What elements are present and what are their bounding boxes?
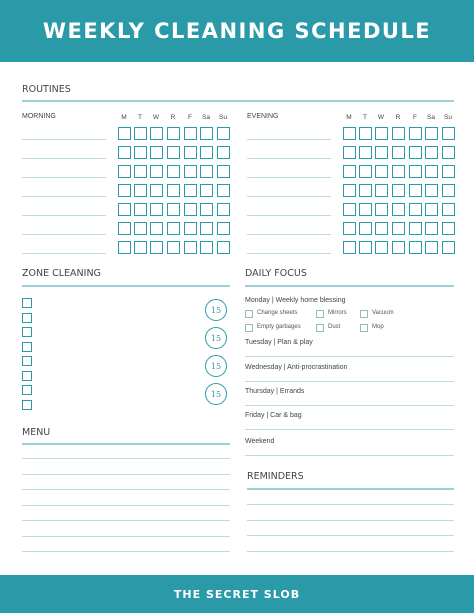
evening-day-checkbox[interactable]: [409, 222, 422, 235]
day-header-morning: M: [121, 114, 127, 121]
morning-day-checkbox[interactable]: [150, 165, 163, 178]
task-label-empty-garbages: Empty garbages: [257, 324, 301, 330]
zone-checkbox[interactable]: [22, 385, 32, 395]
morning-day-checkbox[interactable]: [150, 222, 163, 235]
footer-banner: [0, 575, 474, 613]
morning-day-checkbox[interactable]: [200, 127, 213, 140]
zone-cleaning-title: ZONE CLEANING: [22, 268, 101, 279]
evening-routine-line: [247, 253, 331, 254]
evening-day-checkbox[interactable]: [425, 222, 438, 235]
task-checkbox-change-sheets[interactable]: [245, 310, 253, 318]
reminder-line: [247, 520, 454, 521]
evening-day-checkbox[interactable]: [409, 127, 422, 140]
evening-day-checkbox[interactable]: [392, 222, 405, 235]
morning-day-checkbox[interactable]: [167, 222, 180, 235]
routines-title: ROUTINES: [22, 84, 71, 95]
morning-day-checkbox[interactable]: [134, 165, 147, 178]
evening-day-checkbox[interactable]: [375, 203, 388, 216]
evening-routine-line: [247, 215, 331, 216]
day-header-morning: T: [138, 114, 142, 121]
morning-day-checkbox[interactable]: [200, 146, 213, 159]
day-header-evening: R: [395, 114, 401, 121]
task-label-dust: Dust: [328, 324, 341, 330]
evening-day-checkbox[interactable]: [425, 165, 438, 178]
timer-15-icon: 15: [205, 327, 227, 349]
day-header-evening: Sa: [427, 114, 435, 121]
morning-day-checkbox[interactable]: [134, 146, 147, 159]
morning-day-checkbox[interactable]: [200, 184, 213, 197]
timer-15-icon: 15: [205, 383, 227, 405]
menu-line: [22, 551, 230, 552]
morning-day-checkbox[interactable]: [184, 165, 197, 178]
evening-day-checkbox[interactable]: [392, 184, 405, 197]
morning-day-checkbox[interactable]: [184, 184, 197, 197]
morning-day-checkbox[interactable]: [150, 184, 163, 197]
morning-routine-line: [22, 196, 106, 197]
zone-checkbox[interactable]: [22, 298, 32, 308]
reminders-title: REMINDERS: [247, 471, 304, 482]
morning-day-checkbox[interactable]: [184, 203, 197, 216]
evening-day-checkbox[interactable]: [359, 184, 372, 197]
evening-day-checkbox[interactable]: [425, 146, 438, 159]
morning-day-checkbox[interactable]: [167, 165, 180, 178]
morning-day-checkbox[interactable]: [184, 241, 197, 254]
task-checkbox-empty-garbages[interactable]: [245, 324, 253, 332]
day-header-morning: F: [188, 114, 192, 121]
task-label-vacuum: Vacuum: [372, 310, 394, 316]
morning-routine-line: [22, 139, 106, 140]
day-header-evening: T: [363, 114, 367, 121]
evening-day-checkbox[interactable]: [343, 146, 356, 159]
evening-day-checkbox[interactable]: [442, 203, 455, 216]
menu-line: [22, 520, 230, 521]
morning-day-checkbox[interactable]: [134, 203, 147, 216]
menu-line: [22, 505, 230, 506]
evening-day-checkbox[interactable]: [392, 241, 405, 254]
morning-day-checkbox[interactable]: [167, 184, 180, 197]
evening-routine-line: [247, 196, 331, 197]
morning-label: MORNING: [22, 113, 56, 120]
focus-line: [245, 356, 454, 357]
task-label-change-sheets: Change sheets: [257, 310, 298, 316]
evening-day-checkbox[interactable]: [425, 184, 438, 197]
evening-routine-line: [247, 177, 331, 178]
evening-day-checkbox[interactable]: [392, 165, 405, 178]
task-label-mop: Mop: [372, 324, 384, 330]
morning-day-checkbox[interactable]: [200, 165, 213, 178]
evening-day-checkbox[interactable]: [375, 146, 388, 159]
evening-day-checkbox[interactable]: [375, 184, 388, 197]
focus-line: [245, 381, 454, 382]
daily-focus-title: DAILY FOCUS: [245, 268, 307, 279]
focus-line: [245, 405, 454, 406]
evening-day-checkbox[interactable]: [409, 241, 422, 254]
focus-weekend: Weekend: [245, 438, 275, 445]
morning-day-checkbox[interactable]: [200, 241, 213, 254]
morning-day-checkbox[interactable]: [217, 203, 230, 216]
evening-day-checkbox[interactable]: [442, 222, 455, 235]
morning-day-checkbox[interactable]: [118, 203, 131, 216]
focus-thursday: Thursday | Errands: [245, 388, 305, 395]
menu-line: [22, 489, 230, 490]
focus-line: [245, 455, 454, 456]
morning-day-checkbox[interactable]: [200, 203, 213, 216]
morning-day-checkbox[interactable]: [118, 184, 131, 197]
evening-day-checkbox[interactable]: [359, 222, 372, 235]
task-checkbox-mirrors[interactable]: [316, 310, 324, 318]
morning-day-checkbox[interactable]: [217, 127, 230, 140]
day-header-morning: W: [152, 114, 160, 121]
morning-day-checkbox[interactable]: [150, 146, 163, 159]
evening-day-checkbox[interactable]: [359, 241, 372, 254]
focus-tuesday: Tuesday | Plan & play: [245, 339, 313, 346]
footer-brand: THE SECRET SLOB: [173, 587, 301, 601]
menu-rule: [22, 443, 230, 445]
evening-day-checkbox[interactable]: [375, 127, 388, 140]
morning-day-checkbox[interactable]: [150, 203, 163, 216]
morning-day-checkbox[interactable]: [217, 184, 230, 197]
morning-day-checkbox[interactable]: [118, 222, 131, 235]
evening-day-checkbox[interactable]: [343, 127, 356, 140]
evening-day-checkbox[interactable]: [392, 146, 405, 159]
evening-day-checkbox[interactable]: [359, 127, 372, 140]
menu-line: [22, 536, 230, 537]
morning-day-checkbox[interactable]: [134, 127, 147, 140]
evening-routine-line: [247, 234, 331, 235]
menu-title: MENU: [22, 427, 51, 438]
evening-day-checkbox[interactable]: [442, 146, 455, 159]
evening-routine-line: [247, 158, 331, 159]
menu-line: [22, 474, 230, 475]
morning-routine-line: [22, 158, 106, 159]
morning-day-checkbox[interactable]: [134, 241, 147, 254]
morning-routine-line: [22, 177, 106, 178]
morning-day-checkbox[interactable]: [184, 127, 197, 140]
page-title: WEEKLY CLEANING SCHEDULE: [42, 19, 432, 43]
daily-focus-rule: [245, 285, 454, 287]
evening-day-checkbox[interactable]: [442, 127, 455, 140]
task-checkbox-dust[interactable]: [316, 324, 324, 332]
zone-checkbox[interactable]: [22, 313, 32, 323]
focus-line: [245, 429, 454, 430]
zone-checkbox[interactable]: [22, 327, 32, 337]
morning-day-checkbox[interactable]: [217, 241, 230, 254]
morning-day-checkbox[interactable]: [118, 165, 131, 178]
morning-day-checkbox[interactable]: [167, 146, 180, 159]
day-header-evening: W: [377, 114, 385, 121]
day-header-morning: Sa: [202, 114, 210, 121]
evening-day-checkbox[interactable]: [343, 165, 356, 178]
morning-day-checkbox[interactable]: [118, 241, 131, 254]
evening-label: EVENING: [247, 113, 279, 120]
evening-day-checkbox[interactable]: [425, 203, 438, 216]
routines-rule: [22, 100, 454, 102]
evening-day-checkbox[interactable]: [343, 241, 356, 254]
evening-day-checkbox[interactable]: [359, 165, 372, 178]
morning-day-checkbox[interactable]: [150, 127, 163, 140]
evening-day-checkbox[interactable]: [442, 241, 455, 254]
day-header-evening: Su: [444, 114, 452, 121]
evening-routine-line: [247, 139, 331, 140]
evening-day-checkbox[interactable]: [375, 241, 388, 254]
timer-15-icon: 15: [205, 355, 227, 377]
morning-day-checkbox[interactable]: [118, 127, 131, 140]
evening-day-checkbox[interactable]: [392, 203, 405, 216]
evening-day-checkbox[interactable]: [409, 203, 422, 216]
focus-friday: Friday | Car & bag: [245, 412, 302, 419]
morning-routine-line: [22, 234, 106, 235]
morning-routine-line: [22, 253, 106, 254]
evening-day-checkbox[interactable]: [343, 222, 356, 235]
evening-day-checkbox[interactable]: [442, 165, 455, 178]
evening-day-checkbox[interactable]: [442, 184, 455, 197]
reminder-line: [247, 535, 454, 536]
morning-day-checkbox[interactable]: [217, 146, 230, 159]
morning-day-checkbox[interactable]: [184, 146, 197, 159]
reminder-line: [247, 504, 454, 505]
task-checkbox-mop[interactable]: [360, 324, 368, 332]
morning-day-checkbox[interactable]: [134, 222, 147, 235]
evening-day-checkbox[interactable]: [409, 146, 422, 159]
reminder-line: [247, 551, 454, 552]
morning-day-checkbox[interactable]: [118, 146, 131, 159]
timer-15-icon: 15: [205, 299, 227, 321]
morning-day-checkbox[interactable]: [200, 222, 213, 235]
task-checkbox-vacuum[interactable]: [360, 310, 368, 318]
evening-day-checkbox[interactable]: [425, 241, 438, 254]
evening-day-checkbox[interactable]: [425, 127, 438, 140]
day-header-evening: M: [346, 114, 352, 121]
zone-checkbox[interactable]: [22, 400, 32, 410]
evening-day-checkbox[interactable]: [343, 203, 356, 216]
day-header-evening: F: [413, 114, 417, 121]
evening-day-checkbox[interactable]: [409, 184, 422, 197]
evening-day-checkbox[interactable]: [409, 165, 422, 178]
morning-day-checkbox[interactable]: [184, 222, 197, 235]
morning-day-checkbox[interactable]: [217, 165, 230, 178]
evening-day-checkbox[interactable]: [359, 203, 372, 216]
zone-checkbox[interactable]: [22, 371, 32, 381]
zone-checkbox[interactable]: [22, 342, 32, 352]
evening-day-checkbox[interactable]: [343, 184, 356, 197]
reminders-rule: [247, 488, 454, 490]
morning-day-checkbox[interactable]: [134, 184, 147, 197]
header-banner: [0, 0, 474, 62]
evening-day-checkbox[interactable]: [359, 146, 372, 159]
morning-day-checkbox[interactable]: [150, 241, 163, 254]
day-header-morning: R: [170, 114, 176, 121]
morning-routine-line: [22, 215, 106, 216]
task-label-mirrors: Mirrors: [328, 310, 347, 316]
evening-day-checkbox[interactable]: [375, 165, 388, 178]
zone-checkbox[interactable]: [22, 356, 32, 366]
morning-day-checkbox[interactable]: [167, 203, 180, 216]
zone-cleaning-rule: [22, 285, 230, 287]
morning-day-checkbox[interactable]: [217, 222, 230, 235]
morning-day-checkbox[interactable]: [167, 241, 180, 254]
menu-line: [22, 458, 230, 459]
focus-wednesday: Wednesday | Anti-procrastination: [245, 364, 348, 371]
evening-day-checkbox[interactable]: [392, 127, 405, 140]
morning-day-checkbox[interactable]: [167, 127, 180, 140]
evening-day-checkbox[interactable]: [375, 222, 388, 235]
day-header-morning: Su: [219, 114, 227, 121]
focus-monday: Monday | Weekly home blessing: [245, 297, 346, 304]
